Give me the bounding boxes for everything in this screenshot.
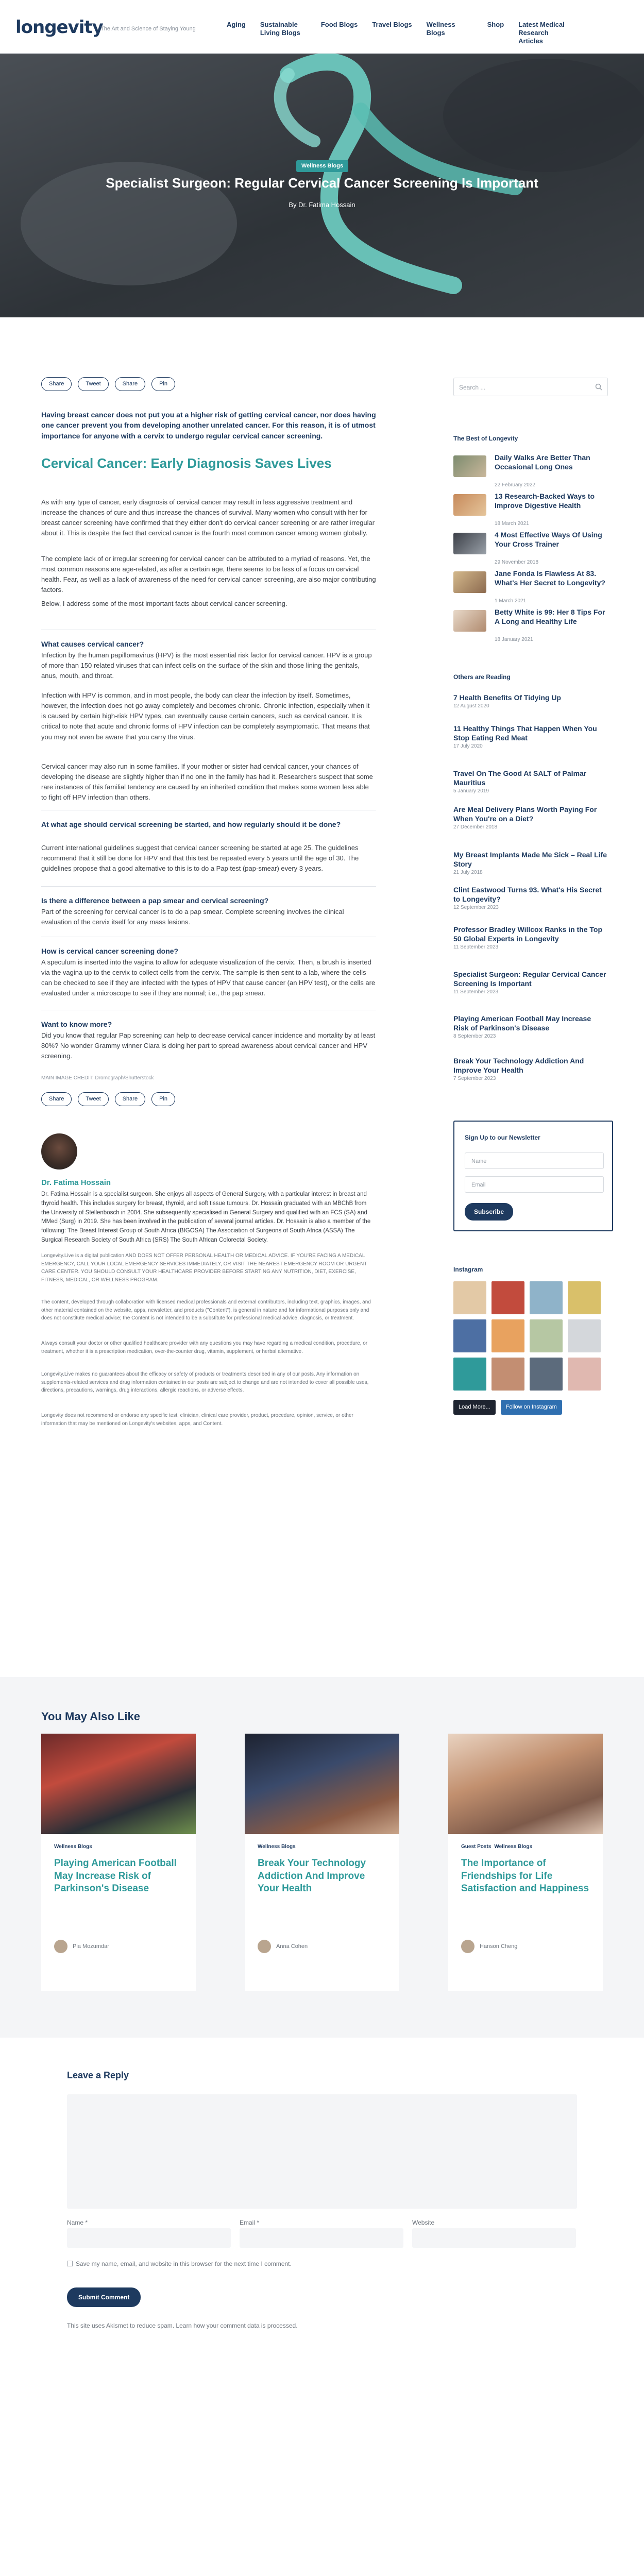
sidebar-post[interactable] [453,531,608,567]
reading-title[interactable]: Are Meal Delivery Plans Worth Paying For When You're on a Diet? [453,805,597,823]
disclaimer: Longevity.Live makes no guarantees about the efficacy or safety of products or treatments described in any of our posts. Any information on supplements-related services and drug information contained in our posts are subject to change and are not intended to cover all possible uses, directions, precautions, warnings, drug interactions, allergic reactions, or adverse effects. [41,1371,369,1393]
paragraph: Current international guidelines suggest that cervical cancer screening be started at age 25. The guidelines recommend that it still be done for HPV and that this test be repeated every 5 years until the age of 30. The guidelines propose that a good alternative to this is to do a Pap test (pap-smear) every 3 years. [41,844,359,873]
email-field[interactable] [240,2228,403,2248]
nav-research[interactable]: Latest Medical Research Articles [518,21,565,45]
reading-date: 7 September 2023 [453,1076,496,1082]
reading-date: 21 July 2018 [453,870,483,876]
post-title[interactable]: Jane Fonda Is Flawless At 83. What's Her Secret to Longevity? [495,569,605,587]
paragraph: Below, I address some of the most important facts about cervical cancer screening. [41,600,287,607]
post-thumbnail[interactable] [453,455,486,477]
paragraph: Did you know that regular Pap screening can help to decrease cervical cancer incidence and mortality by at least 80%? No wonder Grammy winner Ciara is doing her part to spread awareness about cervical cancer and HPV screening. [41,1031,376,1060]
article-byline[interactable]: By Dr. Fatima Hossain [289,201,355,209]
question-heading: At what age should cervical screening be started, and how regularly should it be done? [41,820,341,828]
reading-title[interactable]: Travel On The Good At SALT of Palmar Mauritius [453,769,587,787]
card-title[interactable]: The Importance of Friendships for Life Satisfaction and Happiness [461,1858,589,1894]
card-tag[interactable]: Wellness Blogs [494,1844,533,1850]
site-tagline: The Art and Science of Staying Young [100,26,196,32]
instagram-grid [453,1281,608,1391]
post-title[interactable]: 13 Research-Backed Ways to Improve Digestive Health [495,492,595,510]
reading-item[interactable] [453,925,608,951]
sidebar-post[interactable] [453,453,608,489]
reading-item[interactable] [453,970,608,996]
question-heading: How is cervical cancer screening done? [41,947,179,955]
post-title[interactable]: 4 Most Effective Ways Of Using Your Cross Trainer [495,531,602,548]
card-author-name[interactable]: Hanson Cheng [480,1943,518,1950]
instagram-photo[interactable] [568,1319,601,1352]
comments-heading: Leave a Reply [67,2070,129,2080]
card-image[interactable] [245,1734,399,1834]
share-twitter-button[interactable]: Tweet [78,377,108,391]
reading-date: 12 August 2020 [453,703,489,709]
post-title[interactable]: Betty White is 99: Her 8 Tips For A Long and Healthy Life [495,608,605,625]
paragraph: Cervical cancer may also run in some families. If your mother or sister had cervical cancer, your chances of developing the disease are slightly higher than if no one in the family has had it. Researchers suspect that some rare instances of this familial tendency are caused by an inherited condition that makes some women less able to fight off HPV infection than others. [41,762,373,802]
instagram-photo[interactable] [530,1281,563,1314]
card-image[interactable] [41,1734,196,1834]
reading-title[interactable]: 7 Health Benefits Of Tidying Up [453,693,561,702]
author-avatar[interactable] [41,1133,77,1170]
card-author [461,1940,517,1953]
reading-title[interactable]: Playing American Football May Increase Risk of Parkinson's Disease [453,1014,591,1032]
reading-date: 11 September 2023 [453,944,499,951]
instagram-photo[interactable] [453,1319,486,1352]
article-lead: Having breast cancer does not put you at a higher risk of getting cervical cancer, nor does having one cancer prevent you from developing another unrelated cancer. For this reason, it is of utmost importance for anyone with a cervix to undergo regular cervical cancer screening. [41,411,376,440]
reading-item[interactable] [453,1014,608,1040]
card-title[interactable]: Playing American Football May Increase Risk of Parkinson's Disease [54,1858,177,1894]
nav-wellness[interactable]: Wellness Blogs [426,21,455,37]
reading-item[interactable] [453,885,608,911]
hero-banner [0,54,644,317]
paragraph: A speculum is inserted into the vagina to allow for adequate visualization of the cervix. Then, a brush is inserted via the vagina up to the cervix to collect cells from the cervix. The sample is then sent to a lab, where the cells can be checked to see if they are infected with the types of HPV that cause cancer (an HPV test), or the cells are evaluated under a microscope to see if they are normal; i.e., the pap smear. [41,958,376,997]
disclaimer: The content, developed through collaboration with licensed medical professionals and external contributors, including text, graphics, images, and other material contained on the website, apps, newsletter, and products ("Content"), is general in nature and for informational purposes only and does not constitute medical advice; the Content is not intended to be a substitute for professional medical advice, diagnosis, or treatment. [41,1299,371,1321]
card-author-name[interactable]: Pia Mozumdar [73,1943,109,1950]
related-card[interactable] [245,1734,399,1991]
name-field[interactable] [67,2228,231,2248]
share-pinterest-button[interactable]: Pin [151,377,175,391]
reading-item[interactable] [453,693,608,710]
related-card[interactable] [41,1734,196,1991]
card-tag[interactable]: Wellness Blogs [54,1844,92,1850]
reading-title[interactable]: Specialist Surgeon: Regular Cervical Cancer Screening Is Important [453,970,606,988]
best-of-heading: The Best of Longevity [453,435,518,442]
sidebar-post[interactable] [453,492,608,528]
share-twitter-button[interactable]: Tweet [78,1092,108,1106]
card-tags [258,1843,296,1851]
related-card[interactable] [448,1734,603,1991]
reading-date: 27 December 2018 [453,824,498,831]
main-nav [227,21,565,45]
site-header [0,0,644,54]
save-info-checkbox[interactable] [67,2259,292,2268]
submit-comment-button[interactable]: Submit Comment [67,2287,141,2307]
comment-textarea[interactable] [67,2094,577,2209]
akismet-notice: This site uses Akismet to reduce spam. Learn how your comment data is processed. [67,2322,298,2329]
reading-title[interactable]: 11 Healthy Things That Happen When You Stop Eating Red Meat [453,724,597,742]
share-facebook-button[interactable]: Share [41,1092,72,1106]
newsletter-box [453,1121,613,1231]
post-title[interactable]: Daily Walks Are Better Than Occasional Long Ones [495,453,590,471]
instagram-photo[interactable] [453,1281,486,1314]
post-thumbnail[interactable] [453,610,486,632]
card-tags [54,1843,92,1851]
reading-item[interactable] [453,1056,608,1082]
search-input[interactable] [453,378,608,396]
card-image[interactable] [448,1734,603,1834]
sidebar-post[interactable] [453,569,608,605]
disclaimer: Longevity does not recommend or endorse any specific test, clinician, clinical care provider, product, procedure, opinion, service, or other information that may be mentioned on Longevity's websites, apps, and Content. [41,1413,353,1427]
checkbox-box[interactable] [67,2261,73,2266]
author-bio: Dr. Fatima Hossain is a specialist surgeon. She enjoys all aspects of General Surgery, with a particular interest in breast and thyroid health. This includes surgery for breast, thyroid, and soft tissue tumours. Dr. Hossain graduated with an MBChB from the University of Stellenbosch in 2004. She subsequently specialised in General Surgery and qualified with an FCS (SA) and MMed (Surg) in 2019. She has been involved in the publication of several journal articles. Dr. Hossain is also a member of the following: The Breast Interest Group of South Africa (BIGOSA) The Association of Surgeons of South Africa (ASSA) The Surgical Research Society of South Africa (SRS) The South African Colorectal Society. [41,1191,371,1244]
nav-food[interactable]: Food Blogs [320,21,358,28]
nav-shop[interactable]: Shop [487,21,504,28]
load-more-button[interactable]: Load More... [453,1400,496,1415]
disclaimer: Longevity.Live is a digital publication AND DOES NOT OFFER PERSONAL HEALTH OR MEDICAL ADVICE. IF YOU'RE FACING A MEDICAL EMERGENCY, CALL YOUR LOCAL EMERGENCY SERVICES IMMEDIATELY, OR VISIT THE NEAREST EMERGENCY ROOM OR URGENT CARE CENTER. YOU SHOULD CONSULT YOUR HEALTHCARE PROVIDER BEFORE STARTING ANY NUTRITION, DIET, EXERCISE, FITNESS, MEDICAL, OR WELLNESS PROGRAM. [41,1253,367,1283]
newsletter-email-input[interactable]: Email [465,1176,604,1193]
post-thumbnail[interactable] [453,494,486,516]
question-heading: What causes cervical cancer? [41,640,144,648]
nav-travel[interactable]: Travel Blogs [372,21,412,28]
section-heading: Cervical Cancer: Early Diagnosis Saves Lives [41,455,332,471]
author-avatar [258,1940,271,1953]
subscribe-button[interactable]: Subscribe [465,1203,513,1221]
share-linkedin-button[interactable]: Share [115,377,145,391]
author-avatar [461,1940,474,1953]
card-tag[interactable]: Wellness Blogs [258,1844,296,1850]
save-info-label: Save my name, email, and website in this browser for the next time I comment. [76,2260,292,2267]
related-heading: You May Also Like [41,1710,140,1723]
search-icon[interactable] [595,383,602,391]
newsletter-name-input[interactable]: Name [465,1153,604,1169]
post-date: 22 February 2022 [495,482,535,488]
post-date: 18 January 2021 [495,637,533,642]
reading-item[interactable] [453,805,608,831]
card-author [54,1940,109,1953]
post-thumbnail[interactable] [453,571,486,593]
disclaimer: Always consult your doctor or other qualified healthcare provider with any questions you may have regarding a medical condition, procedure, or treatment, whether it is a prescription medication, over-the-counter drug, vitamin, supplement, or herbal alternative. [41,1341,368,1354]
card-author [258,1940,308,1953]
post-thumbnail[interactable] [453,533,486,554]
instagram-buttons [453,1400,608,1415]
instagram-photo[interactable] [492,1319,524,1352]
others-reading-heading: Others are Reading [453,673,511,681]
website-label: Website [412,2219,435,2226]
nav-sustainable[interactable]: Sustainable Living Blogs [260,21,300,37]
divider [41,886,376,887]
instagram-widget [453,1265,608,1415]
instagram-photo[interactable] [492,1281,524,1314]
reading-date: 5 January 2019 [453,788,489,794]
post-date: 18 March 2021 [495,521,529,527]
paragraph: Infection with HPV is common, and in most people, the body can clear the infection by itself. Sometimes, however, the infection does not go away completely and becomes chronic. Chronic infection, especially when it is caused by certain high-risk HPV types, can eventually cause certain cancers, such as cervical cancer. It is critical to note that acute and chronic forms of HPV infection can be completely asymptomatic. That means that you may not even be aware that you carry the virus. [41,691,370,741]
share-pinterest-button[interactable]: Pin [151,1092,175,1106]
image-credit: MAIN IMAGE CREDIT: Dromograph/Shutterstock [41,1075,154,1081]
instagram-photo[interactable] [568,1358,601,1391]
instagram-photo[interactable] [530,1358,563,1391]
reading-item[interactable] [453,769,608,795]
instagram-photo[interactable] [453,1358,486,1391]
author-avatar [54,1940,67,1953]
instagram-heading: Instagram [453,1266,483,1273]
website-field[interactable] [412,2228,576,2248]
reading-date: 8 September 2023 [453,1033,496,1040]
share-bar-top [41,377,175,391]
card-title[interactable]: Break Your Technology Addiction And Improve Your Health [258,1858,366,1894]
site-logo[interactable]: longevity [15,17,103,38]
paragraph: Part of the screening for cervical cancer is to do a pap smear. Complete screening involves the clinical evaluation of the cervix itself for any mass lesions. [41,908,344,926]
category-badge[interactable]: Wellness Blogs [296,160,348,172]
share-facebook-button[interactable]: Share [41,377,72,391]
question-heading: Is there a difference between a pap smear and cervical screening? [41,896,269,905]
instagram-photo[interactable] [530,1319,563,1352]
reading-title[interactable]: Professor Bradley Willcox Ranks in the Top 50 Global Experts in Longevity [453,925,603,943]
card-tags [461,1843,532,1851]
paragraph: The complete lack of or irregular screening for cervical cancer can be attributed to a myriad of reasons. Yet, the most common reasons are age-related, as after a certain age, there seems to be less of a focus on cervical health. Fear, as well as a lack of awareness of the need for cervical cancer screening, are also major contributing factors. [41,555,376,594]
card-tag[interactable]: Guest Posts [461,1844,492,1850]
search-placeholder: Search ... [459,384,486,391]
card-author-name[interactable]: Anna Cohen [276,1943,308,1950]
post-date: 29 November 2018 [495,560,539,565]
email-label: Email * [240,2219,260,2226]
author-name[interactable]: Dr. Fatima Hossain [41,1178,111,1187]
reading-title[interactable]: Break Your Technology Addiction And Improve Your Health [453,1057,584,1075]
share-bar-bottom [41,1092,175,1106]
reading-title[interactable]: My Breast Implants Made Me Sick – Real Life Story [453,851,607,869]
share-linkedin-button[interactable]: Share [115,1092,145,1106]
post-date: 1 March 2021 [495,598,527,604]
sidebar-post[interactable] [453,608,608,644]
paragraph: As with any type of cancer, early diagnosis of cervical cancer may result in less aggressive treatment and increase the chances of cure and thus increase the chances of survival. Many women who consult with her for breast cancer screening have confirmed that they either don't do cervical cancer screening or are rather irregular about it. This is despite the fact that cervical cancer is the fourth most common cancer among women globally. [41,498,375,537]
reading-item[interactable] [453,850,608,876]
instagram-photo[interactable] [568,1281,601,1314]
reading-date: 12 September 2023 [453,905,499,911]
reading-date: 17 July 2020 [453,743,483,750]
paragraph: Infection by the human papillomavirus (HPV) is the most essential risk factor for cervical cancer. HPV is a group of more than 150 related viruses that can infect cells on the surface of the skin and those lining the genitals, anus, mouth, and throat. [41,651,372,680]
newsletter-heading: Sign Up to our Newsletter [465,1134,540,1141]
article-title: Specialist Surgeon: Regular Cervical Cancer Screening Is Important [106,175,538,191]
reading-date: 11 September 2023 [453,989,499,995]
question-heading: Want to know more? [41,1020,112,1028]
name-label: Name * [67,2219,88,2226]
follow-instagram-button[interactable]: Follow on Instagram [501,1400,562,1415]
reading-title[interactable]: Clint Eastwood Turns 93. What's His Secret to Longevity? [453,886,602,904]
reading-item[interactable] [453,724,608,750]
instagram-photo[interactable] [492,1358,524,1391]
nav-aging[interactable]: Aging [227,21,246,28]
